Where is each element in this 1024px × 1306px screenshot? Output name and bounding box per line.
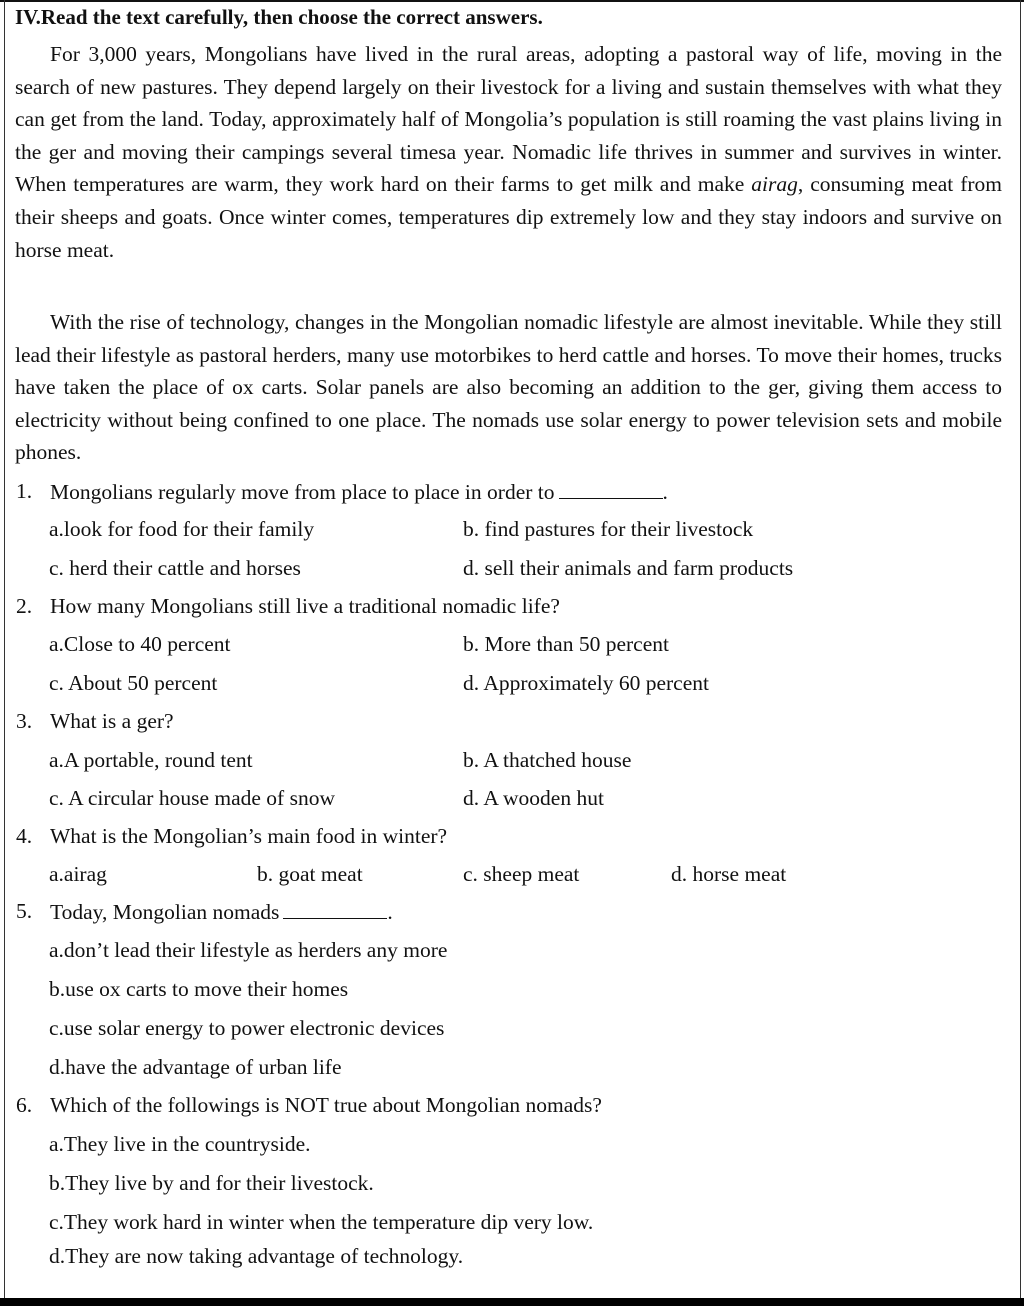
option-line xyxy=(0,1207,1024,1237)
option-line xyxy=(0,1052,1024,1082)
option-c: c. herd their cattle and horses xyxy=(49,556,301,580)
options-row xyxy=(0,859,1024,889)
question-3 xyxy=(0,706,1024,736)
option-d: d. Approximately 60 percent xyxy=(463,671,709,695)
option-line xyxy=(0,1241,1024,1271)
option-a: a.airag xyxy=(49,862,107,886)
passage-paragraph-2: With the rise of technology, changes in the Mongolian nomadic lifestyle are almost inevitable. While they still lead their lifestyle as pastoral herders, many use motorbikes to herd cattle and horses. To move their homes, trucks have taken the place of ox carts. Solar panels are also becoming an addition to the ger, giving them access to electricity without being confined to one place. The nomads use solar energy to power television sets and mobile phones. xyxy=(15,310,1002,465)
option-b: b.use ox carts to move their homes xyxy=(49,977,349,1001)
option-line xyxy=(0,1013,1024,1043)
question-text xyxy=(50,476,668,507)
bottom-border xyxy=(0,1298,1024,1306)
question-end: . xyxy=(662,480,668,504)
option-c: c.use solar energy to power electronic devices xyxy=(49,1016,445,1040)
question-end: . xyxy=(387,900,393,924)
option-b: b. goat meat xyxy=(257,862,363,886)
question-number: 4. xyxy=(16,824,33,848)
top-border xyxy=(0,0,1024,2)
option-c: c. About 50 percent xyxy=(49,671,218,695)
passage-paragraph-1 xyxy=(15,38,1002,266)
question-text: How many Mongolians still live a traditional nomadic life? xyxy=(50,594,560,618)
answer-blank xyxy=(559,476,663,499)
option-a: a.don’t lead their lifestyle as herders any more xyxy=(49,938,448,962)
option-b: b.They live by and for their livestock. xyxy=(49,1171,374,1195)
option-line xyxy=(0,1168,1024,1198)
answer-blank xyxy=(283,896,387,919)
option-b: b. find pastures for their livestock xyxy=(463,517,754,541)
question-6 xyxy=(0,1090,1024,1120)
options-row xyxy=(0,629,1024,659)
option-line xyxy=(0,1129,1024,1159)
question-1 xyxy=(0,476,1024,506)
passage-text: , consuming meat from their sheeps and goats. Once winter comes, temperatures dip extremely low and they stay indoors and survive on horse meat. xyxy=(15,172,1002,262)
question-number: 5. xyxy=(16,899,33,923)
option-d: d.have the advantage of urban life xyxy=(49,1055,342,1079)
option-c: c.They work hard in winter when the temperature dip very low. xyxy=(49,1210,594,1234)
option-d: d. sell their animals and farm products xyxy=(463,556,794,580)
option-d: d. horse meat xyxy=(671,862,787,886)
option-a: a.They live in the countryside. xyxy=(49,1132,311,1156)
option-a: a.look for food for their family xyxy=(49,517,315,541)
options-row xyxy=(0,745,1024,775)
options-row xyxy=(0,668,1024,698)
option-a: a.A portable, round tent xyxy=(49,748,253,772)
question-4 xyxy=(0,821,1024,851)
question-stem: Today, Mongolian nomads xyxy=(50,900,280,924)
question-number: 2. xyxy=(16,594,33,618)
options-row xyxy=(0,783,1024,813)
option-b: b. More than 50 percent xyxy=(463,632,669,656)
option-c: c. sheep meat xyxy=(463,862,580,886)
question-text xyxy=(50,896,393,927)
passage-text: For 3,000 years, Mongolians have lived in the rural areas, adopting a pastoral way of life, moving in the search of new pastures. They depend largely on their livestock for a living and sustain themselves with what they can get from the land. Today, approximately half of Mongolia’s population is still roaming the vast plains living in the ger and moving their campings several timesa year. Nomadic life thrives in summer and survives in winter. When temperatures are warm, they work hard on their farms to get milk and make xyxy=(15,42,1002,197)
option-d: d.They are now taking advantage of technology. xyxy=(49,1244,464,1268)
options-row xyxy=(0,553,1024,583)
question-text: Which of the followings is NOT true about Mongolian nomads? xyxy=(50,1093,602,1117)
option-a: a.Close to 40 percent xyxy=(49,632,231,656)
question-stem: Mongolians regularly move from place to place in order to xyxy=(50,480,555,504)
question-5 xyxy=(0,896,1024,926)
question-2 xyxy=(0,591,1024,621)
question-number: 6. xyxy=(16,1093,33,1117)
question-number: 1. xyxy=(16,479,33,503)
option-b: b. A thatched house xyxy=(463,748,632,772)
option-c: c. A circular house made of snow xyxy=(49,786,335,810)
question-text: What is a ger? xyxy=(50,709,174,733)
options-row xyxy=(0,514,1024,544)
question-text: What is the Mongolian’s main food in winter? xyxy=(50,824,448,848)
section-heading: IV.Read the text carefully, then choose the correct answers. xyxy=(15,5,543,29)
option-line xyxy=(0,935,1024,965)
question-number: 3. xyxy=(16,709,33,733)
passage-italic-term: airag xyxy=(751,172,798,197)
option-line xyxy=(0,974,1024,1004)
option-d: d. A wooden hut xyxy=(463,786,604,810)
